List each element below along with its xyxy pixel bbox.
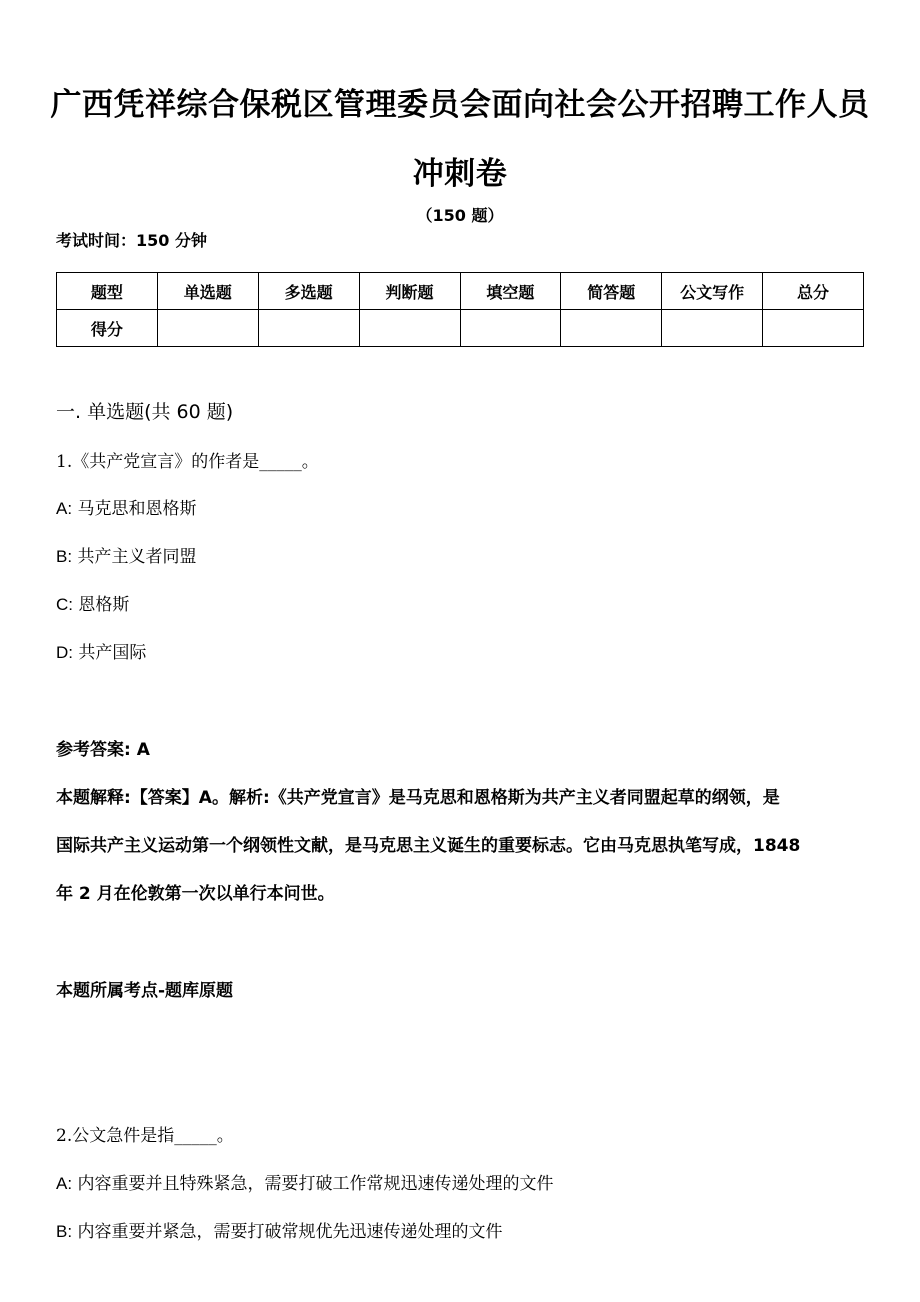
score-header-cell: 题型: [57, 273, 158, 310]
question-1-option-d: [56, 638, 146, 663]
question-1-explanation-line-2: 国际共产主义运动第一个纲领性文献，是马克思主义诞生的重要标志。它由马克思执笔写成，1848: [56, 836, 801, 856]
section-heading: 一. 单选题(共 60 题): [56, 401, 234, 423]
score-cell: [561, 310, 662, 347]
score-table-score-row: [57, 310, 864, 347]
score-table: [56, 272, 864, 347]
question-2-option-a: [56, 1169, 553, 1194]
question-1-option-a: [56, 494, 196, 519]
score-header-cell: 单选题: [157, 273, 258, 310]
option-letter: D:: [56, 643, 73, 662]
score-header-cell: 填空题: [460, 273, 561, 310]
score-header-cell: 判断题: [359, 273, 460, 310]
question-count: （150 题）: [416, 206, 504, 225]
question-1-knowledge-point: 本题所属考点-题库原题: [56, 981, 234, 1001]
option-text: 共产国际: [78, 643, 147, 663]
question-1-option-c: [56, 590, 129, 615]
document-title-line-2: 冲刺卷: [412, 156, 508, 192]
score-cell: [359, 310, 460, 347]
score-header-cell: 多选题: [258, 273, 359, 310]
score-header-cell: 简答题: [561, 273, 662, 310]
option-text: 马克思和恩格斯: [77, 499, 197, 519]
score-cell: [662, 310, 763, 347]
option-letter: B:: [56, 547, 73, 566]
question-2-option-b: [56, 1217, 502, 1242]
question-2-stem: 2.公文急件是指_____。: [56, 1126, 234, 1146]
option-text: 内容重要并且特殊紧急，需要打破工作常规迅速传递处理的文件: [77, 1174, 554, 1194]
option-text: 恩格斯: [78, 595, 130, 615]
question-1-explanation-line-1: 本题解释:【答案】A。解析:《共产党宣言》是马克思和恩格斯为共产主义者同盟起草的纲领，是: [56, 788, 780, 808]
question-1-explanation-line-3: 年 2 月在伦敦第一次以单行本问世。: [56, 884, 335, 904]
question-1-option-b: [56, 542, 196, 567]
option-letter: C:: [56, 595, 73, 614]
option-letter: A:: [56, 499, 73, 518]
score-cell: [157, 310, 258, 347]
score-header-cell: 公文写作: [662, 273, 763, 310]
question-1-stem: 1.《共产党宣言》的作者是_____。: [56, 452, 319, 472]
option-letter: A:: [56, 1174, 73, 1193]
option-text: 共产主义者同盟: [77, 547, 197, 567]
exam-time: 考试时间：150 分钟: [56, 231, 207, 250]
score-header-cell: 总分: [763, 273, 864, 310]
document-title-line-1: 广西凭祥综合保税区管理委员会面向社会公开招聘工作人员: [50, 87, 870, 123]
question-1-answer: 参考答案: A: [56, 740, 150, 760]
score-cell: [258, 310, 359, 347]
score-cell: [763, 310, 864, 347]
score-cell: [460, 310, 561, 347]
option-text: 内容重要并紧急，需要打破常规优先迅速传递处理的文件: [77, 1222, 503, 1242]
score-table-header-row: [57, 273, 864, 310]
score-row-label: 得分: [57, 310, 158, 347]
option-letter: B:: [56, 1222, 73, 1241]
